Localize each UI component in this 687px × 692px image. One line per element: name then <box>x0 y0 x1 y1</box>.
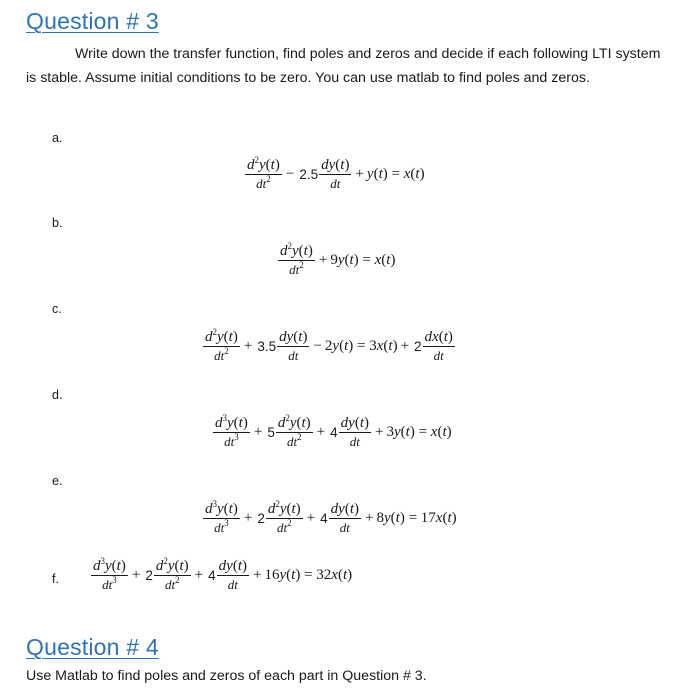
equation-a: $\frac{d^2y(t)}{dt^2}$ − 2.5 $\frac{dy(t)}{dt}$ + y(t) = x(t) <box>247 155 425 191</box>
question-3-heading: Question # 3 <box>26 8 159 34</box>
equation-f: $\frac{d^3y(t)}{dt^3}$ + 2 $\frac{d^2y(t)}{dt^2}$ + 4 $\frac{dy(t)}{dt}$ + 16 y(t) = 32 x(t) <box>93 556 353 592</box>
equation-b: $\frac{d^2y(t)}{dt^2}$ + 9 y(t) = x(t) <box>280 241 396 277</box>
equation-c: $\frac{d^2y(t)}{dt^2}$ + 3.5 $\frac{dy(t)}{dt}$ − 2 y(t) = 3 x(t) + 2 $\frac{dx(t)}{dt}$ <box>205 327 453 363</box>
question-3-instructions: Write down the transfer function, find poles and zeros and decide if each following LTI system is stable. Assume initial conditions to be zero. You can use matlab to find poles and zeros. <box>26 46 661 86</box>
question-4-heading: Question # 4 <box>26 634 159 660</box>
equation-d: $\frac{d^3y(t)}{dt^3}$ + 5 $\frac{d^2y(t)}{dt^2}$ + 4 $\frac{dy(t)}{dt}$ + 3 y(t) = x(t) <box>215 413 452 449</box>
part-f-label: f. <box>52 572 59 586</box>
part-e-label: e. <box>52 474 63 488</box>
part-c-label: c. <box>52 302 62 316</box>
part-a-label: a. <box>52 131 63 145</box>
part-d-label: d. <box>52 388 63 402</box>
equation-e: $\frac{d^3y(t)}{dt^3}$ + 2 $\frac{d^2y(t)}{dt^2}$ + 4 $\frac{dy(t)}{dt}$ + 8 y(t) = 17 x(t) <box>205 499 457 535</box>
question-4-text: Use Matlab to find poles and zeros of each part in Question # 3. <box>26 668 427 684</box>
part-b-label: b. <box>52 216 63 230</box>
